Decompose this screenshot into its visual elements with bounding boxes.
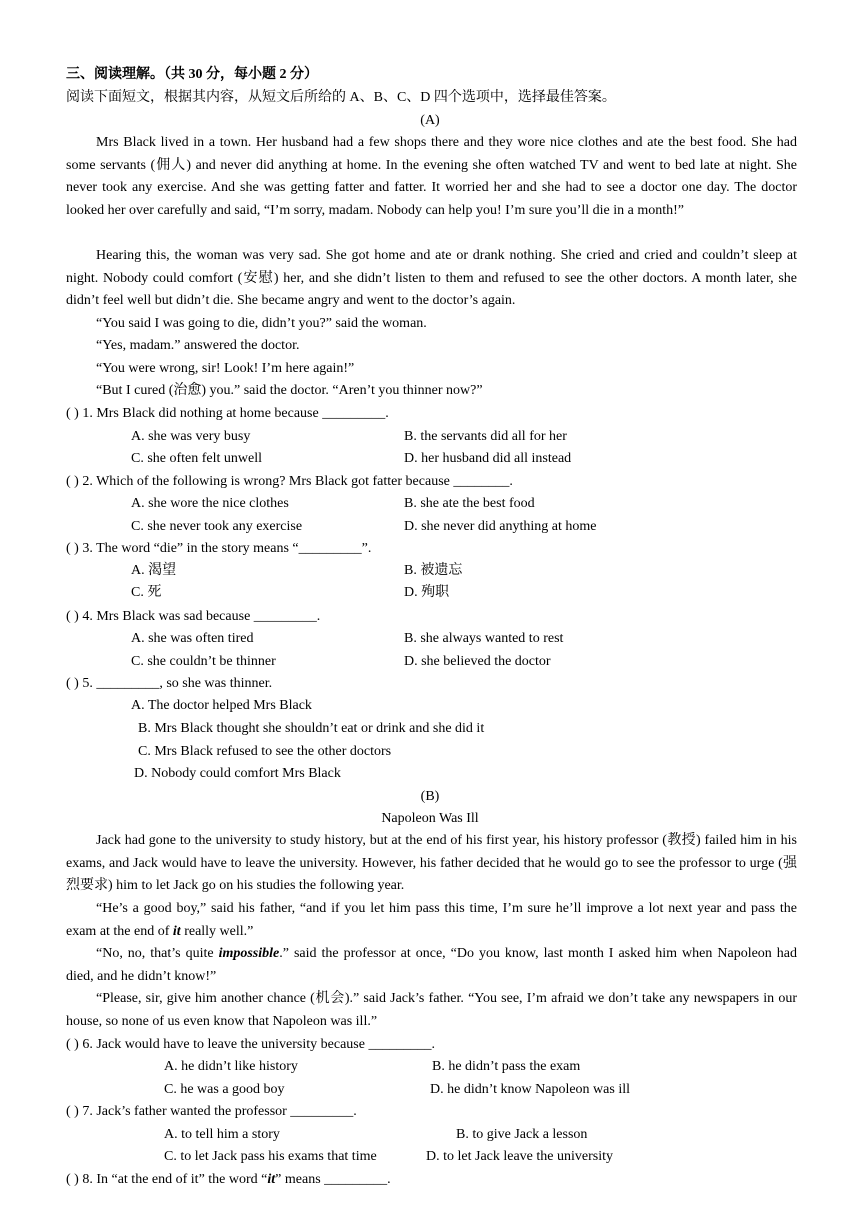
option-1a: A. she was very busy — [131, 429, 251, 444]
option-1c: C. she often felt unwell — [131, 451, 263, 466]
option-7d: D. to let Jack leave the university — [426, 1149, 613, 1164]
section-instructions: 阅读下面短文，根据其内容，从短文后所给的 A、B、C、D 四个选项中，选择最佳答案。 — [66, 90, 616, 105]
passage-a-paragraph-1: Mrs Black lived in a town. Her husband had a few shops there and they wore nice clothes and ate the best food. She had some servants (佣人) and never did anything at home. In the evening she often watched TV and went to bed late at night. She never took any exercise. And she was getting fatter and fatter. It worried her and she had to see a doctor one day. The doctor looked her over carefully and said, “I’m sorry, madam. Nobody can help you! I’m sure you’ll die in a month!” — [66, 135, 797, 218]
option-6c: C. he was a good boy — [164, 1082, 285, 1097]
option-1d: D. her husband did all instead — [404, 451, 572, 466]
passage-b-paragraph-3: “No, no, that’s quite impossible.” said the professor at once, “Do you know, last month I asked him when Napoleon had died, and he didn’t know!” — [66, 946, 797, 984]
option-6b: B. he didn’t pass the exam — [432, 1059, 581, 1074]
passage-b-paragraph-1: Jack had gone to the university to study history, but at the end of his first year, his history professor (教授) failed him in his exams, and Jack would have to leave the university. However, his father decided that he would go to see the professor to urge (强烈要求) him to let Jack go on his studies the following year. — [66, 833, 797, 894]
passage-a-paragraph-2: Hearing this, the woman was very sad. She got home and ate or drank nothing. She cried and cried and couldn’t sleep at night. Nobody could comfort (安慰) her, and she didn’t listen to them and refused to see the other doctors. A month later, she didn’t feel well but didn’t die. She became angry and went to the doctor’s again. — [66, 248, 797, 309]
passage-a-label: (A) — [420, 113, 440, 128]
option-3c: C. 死 — [131, 585, 162, 600]
question-1: ( ) 1. Mrs Black did nothing at home because _________. — [66, 406, 389, 421]
question-5: ( ) 5. _________, so she was thinner. — [66, 676, 273, 691]
option-5c: C. Mrs Black refused to see the other doctors — [138, 744, 392, 759]
option-3a: A. 渴望 — [131, 563, 177, 578]
option-4b: B. she always wanted to rest — [404, 631, 564, 646]
passage-b-paragraph-2: “He’s a good boy,” said his father, “and if you let him pass this time, I’m sure he’ll improve a lot next year and pass the exam at the end of it really well.” — [66, 901, 797, 939]
emphasis-impossible: impossible — [218, 946, 280, 961]
option-1b: B. the servants did all for her — [404, 429, 567, 444]
option-5b: B. Mrs Black thought she shouldn’t eat or drink and she did it — [138, 721, 485, 736]
emphasis-it: it — [172, 923, 181, 939]
passage-b-title: Napoleon Was Ill — [381, 811, 479, 826]
option-6d: D. he didn’t know Napoleon was ill — [430, 1082, 630, 1097]
option-7c: C. to let Jack pass his exams that time — [164, 1149, 377, 1164]
option-4c: C. she couldn’t be thinner — [131, 654, 276, 669]
option-2a: A. she wore the nice clothes — [131, 496, 289, 511]
option-5d: D. Nobody could comfort Mrs Black — [134, 766, 341, 781]
option-4a: A. she was often tired — [131, 631, 254, 646]
dialogue-line: “You said I was going to die, didn’t you?” said the woman. — [96, 316, 427, 331]
option-4d: D. she believed the doctor — [404, 654, 551, 669]
dialogue-line: “You were wrong, sir! Look! I’m here again!” — [96, 361, 355, 376]
passage-b-label: (B) — [420, 789, 440, 804]
option-3d: D. 殉职 — [404, 585, 450, 600]
question-7: ( ) 7. Jack’s father wanted the professor _________. — [66, 1104, 357, 1119]
option-2d: D. she never did anything at home — [404, 519, 597, 534]
passage-b-paragraph-4: “Please, sir, give him another chance (机会).” said Jack’s father. “You see, I’m afraid we don’t take any newspapers in our house, so none of us even know that Napoleon was ill.” — [66, 991, 797, 1029]
option-2b: B. she ate the best food — [404, 496, 535, 511]
question-8: ( ) 8. In “at the end of it” the word “it” means _________. — [66, 1172, 391, 1187]
option-5a: A. The doctor helped Mrs Black — [131, 698, 312, 713]
option-6a: A. he didn’t like history — [164, 1059, 298, 1074]
question-6: ( ) 6. Jack would have to leave the university because _________. — [66, 1037, 435, 1052]
section-heading: 三、阅读理解。（共 30 分，每小题 2 分） — [66, 67, 318, 82]
emphasis-it-q8: it — [267, 1172, 276, 1187]
dialogue-line: “Yes, madam.” answered the doctor. — [96, 338, 300, 353]
dialogue-line: “But I cured (治愈) you.” said the doctor. “Aren’t you thinner now?” — [96, 383, 483, 398]
option-7a: A. to tell him a story — [164, 1127, 280, 1142]
question-3: ( ) 3. The word “die” in the story means “_________”. — [66, 541, 372, 556]
question-2: ( ) 2. Which of the following is wrong? Mrs Black got fatter because ________. — [66, 474, 513, 489]
option-7b: B. to give Jack a lesson — [456, 1127, 588, 1142]
question-4: ( ) 4. Mrs Black was sad because _________. — [66, 609, 321, 624]
option-2c: C. she never took any exercise — [131, 519, 303, 534]
option-3b: B. 被遗忘 — [404, 563, 463, 578]
